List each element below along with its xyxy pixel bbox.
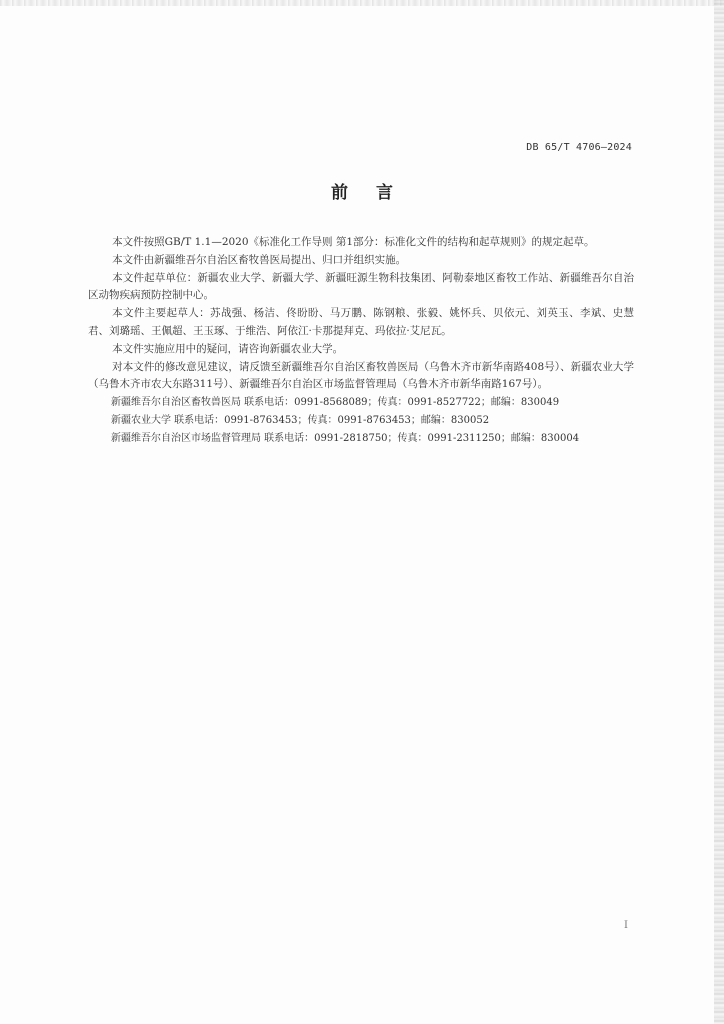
page-title: 前言 — [331, 183, 421, 203]
contact-line-animal-husbandry-bureau: 新疆维吾尔自治区畜牧兽医局 联系电话：0991-8568089；传真：0991-8527722；邮编：830049 — [111, 397, 560, 409]
paragraph-drafting-rules: 本文件按照GB/T 1.1—2020《标准化工作导则 第1部分：标准化文件的结构和起草规则》的规定起草。 — [112, 236, 595, 248]
paragraph-feedback: 对本文件的修改意见建议，请反馈至新疆维吾尔自治区畜牧兽医局（乌鲁木齐市新华南路408号）、新疆农业大学（乌鲁木齐市农大东路311号）、新疆维吾尔自治区市场监督管理局（乌鲁木齐市新华南路167号）。 — [88, 360, 634, 391]
paragraph-inquiries: 本文件实施应用中的疑问，请咨询新疆农业大学。 — [112, 342, 344, 355]
contact-line-agricultural-university: 新疆农业大学 联系电话：0991-8763453；传真：0991-8763453；邮编：830052 — [111, 414, 490, 426]
scan-edge-top — [0, 0, 724, 6]
paragraph-proposer: 本文件由新疆维吾尔自治区畜牧兽医局提出、归口并组织实施。 — [112, 253, 407, 266]
document-number: DB 65/T 4706—2024 — [526, 142, 632, 153]
foreword-body — [88, 234, 634, 448]
contact-line-market-supervision: 新疆维吾尔自治区市场监督管理局 联系电话：0991-2818750；传真：0991-2311250；邮编：830004 — [111, 432, 580, 444]
page-number: I — [624, 920, 628, 931]
paragraph-drafters: 本文件主要起草人：苏战强、杨洁、佟盼盼、马万鹏、陈钢粮、张毅、姚怀兵、贝依元、刘英玉、李斌、史慧君、刘璐瑶、王佩超、王玉琢、于维浩、阿依江·卡那提拜克、玛依拉·艾尼瓦。 — [88, 307, 634, 337]
paragraph-drafting-units: 本文件起草单位：新疆农业大学、新疆大学、新疆旺源生物科技集团、阿勒泰地区畜牧工作站、新疆维吾尔自治区动物疾病预防控制中心。 — [88, 271, 634, 302]
scan-edge-right — [714, 0, 724, 1024]
